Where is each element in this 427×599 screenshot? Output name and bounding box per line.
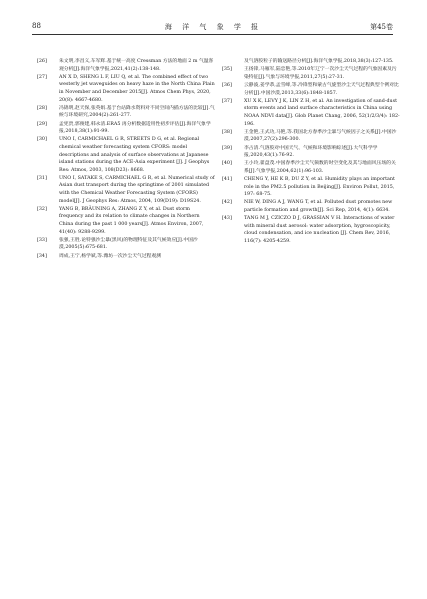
reference-entry [37,253,215,261]
reference-number: [26] [37,59,47,64]
reference-number: [34] [37,253,47,259]
reference-number: [39] [222,145,232,151]
header-rule [32,34,393,35]
reference-text: 及气溶胶粒子的输送路径分析[J].海洋气象学报,2018,38(3):127-135. [244,59,394,64]
reference-entry [222,66,400,81]
reference-entry [37,175,215,205]
reference-entry [222,199,400,214]
reference-number: [38] [222,129,232,135]
reference-number: [29] [37,121,47,127]
reference-number: [28] [37,105,47,111]
reference-entry [37,58,215,73]
reference-text: NIE W, DING A J, WANG T, et al. Polluted dust promotes new particle formation and growth[J]. Sci Rep, 2014, 4(1): 6634. [244,200,393,214]
journal-title: 海 洋 气 象 学 报 [164,23,263,31]
reference-entry [222,98,400,128]
reference-text: 张强,王胜.论特强沙尘暴(黑风)的物理特征及其气候效应[J].中国沙漠,2005(5):675-681. [59,237,198,251]
reference-text: 王小玲,翟盘茂.中国春季沙尘天气频数的时空变化及其与地面风压场的关系[J].气象学报,2004,62(1):96-103. [244,161,396,174]
reference-number: [31] [37,175,47,181]
reference-text: CHENG Y, HE K B, DU Z Y, et al. Humidity plays an important role in the PM2.5 pollution in Beijing[J]. Environ Pollut, 2015, 197: 68-75. [244,177,395,198]
reference-number: [37] [222,98,232,104]
reference-number: [33] [37,237,47,243]
reference-number: [35] [222,67,232,73]
reference-text: 李占清.气溶胶对中国天气、气候和环境影响综述[J].大气科学学报,2020,43(1):76-92. [244,145,378,159]
reference-text: 孟宪贵,郭俊建,韩永清.ERA5 再分析数据适用性初步评估[J].海洋气象学报,2018,38(1):91-99. [59,121,211,135]
reference-text: 王扬锋,马雁军,陆忠艳,等.2010年辽宁一次沙尘天气过程的气象因素及污染特征[J].气象与环境学报,2011,27(5):27-31. [244,67,397,80]
page-header [0,0,427,36]
reference-entry [37,136,215,174]
reference-number: [42] [222,200,232,206]
reference-text: TANG M J, CZICZO D J, GRASSIAN V H. Interactions of water with mineral dust aerosol: water adsorption, hygroscopicity, cloud condensation, and ice nucleation [J]. Chem Rev, 2016, 116(7): 4205-4259. [244,216,395,244]
reference-number: [41] [222,177,232,183]
reference-entry [37,206,215,236]
reference-entry [222,215,400,245]
volume-label: 第45卷 [370,23,393,31]
references-right-column [222,58,400,246]
reference-number: [32] [37,206,47,212]
reference-entry [37,105,215,120]
reference-entry [37,237,215,252]
reference-text: 周成,王宁,杨学斌,等.潍坊一次沙尘天气过程观测 [59,253,162,259]
reference-entry [222,160,400,175]
reference-entry [222,145,400,160]
reference-entry [222,82,400,97]
reference-text: UNO I, SATAKE S, CARMICHAEL G R, et al. Numerical study of Asian dust transport during the springtime of 2001 simulated with the Chemical Weather Forecasting System (CFORS) model[J]. J Geophys Res: Atmos, 2004, 109(D19): D19S24. [59,175,215,204]
reference-text: 王金艳,王式功,马艳,等.我国北方春季沙尘暴与气候因子之关系[J].中国沙漠,2007,27(2):296-300. [244,129,397,143]
references-left-column [37,58,215,261]
reference-number: [40] [222,161,232,167]
reference-entry [222,58,400,66]
reference-text: 冯锦明,赵天保,张英娟.基于台站降水资料对不同空间内插方法的比较[J].气候与环境研究,2004(2):261-277. [59,105,215,119]
reference-number: [43] [222,216,232,222]
reference-text: AN X D, SHENG L F, LIU Q, et al. The combined effect of two westerly jet waveguides on heavy haze in the North China Plain in November and December 2015[J]. Atmos Chem Phys, 2020, 20(8): 4667-4680. [59,74,215,103]
reference-text: 朱文明,李昌义,车军辉.基于统一高度 Cressman 方法的地面 2 m 气温客观分析[J].海洋气象学报,2021,41(2):138-148. [59,59,214,72]
reference-text: XU X K, LEVY J K, LIN Z H, et al. An investigation of sand-dust storm events and land surface characteristics in China using NOAA NDVI data[J]. Glob Planet Chang, 2006, 52(1/2/3/4): 182-196. [244,98,400,127]
reference-number: [30] [37,137,47,143]
reference-number: [27] [37,74,47,80]
reference-entry [37,121,215,136]
reference-text: YANG B, BRÄUNING A, ZHANG Z Y, et al. Dust storm frequency and its relation to climate changes in Northern China during the past 1 000 years[J]. Atmos Environ, 2007, 41(40): 9288-9299. [59,206,204,235]
reference-text: UNO I, CARMICHAEL G R, STREETS D G, et al. Regional chemical weather forecasting system CFORS: model descriptions and analysis of surface observations at Japanese island stations during the ACE-Asia experiment [J]. J Geophys Res: Atmos, 2003, 108(D23): 8668. [59,137,210,173]
reference-text: 云静波,姜学恭,孟雪峰,等.冷锋型和蒙古气旋型沙尘天气过程典型个例对比分析[J].中国沙漠,2013,33(6):1848-1857. [244,82,399,96]
reference-entry [222,129,400,144]
reference-entry [222,176,400,199]
reference-entry [37,74,215,104]
page-number: 88 [32,22,41,30]
reference-number: [36] [222,82,232,88]
